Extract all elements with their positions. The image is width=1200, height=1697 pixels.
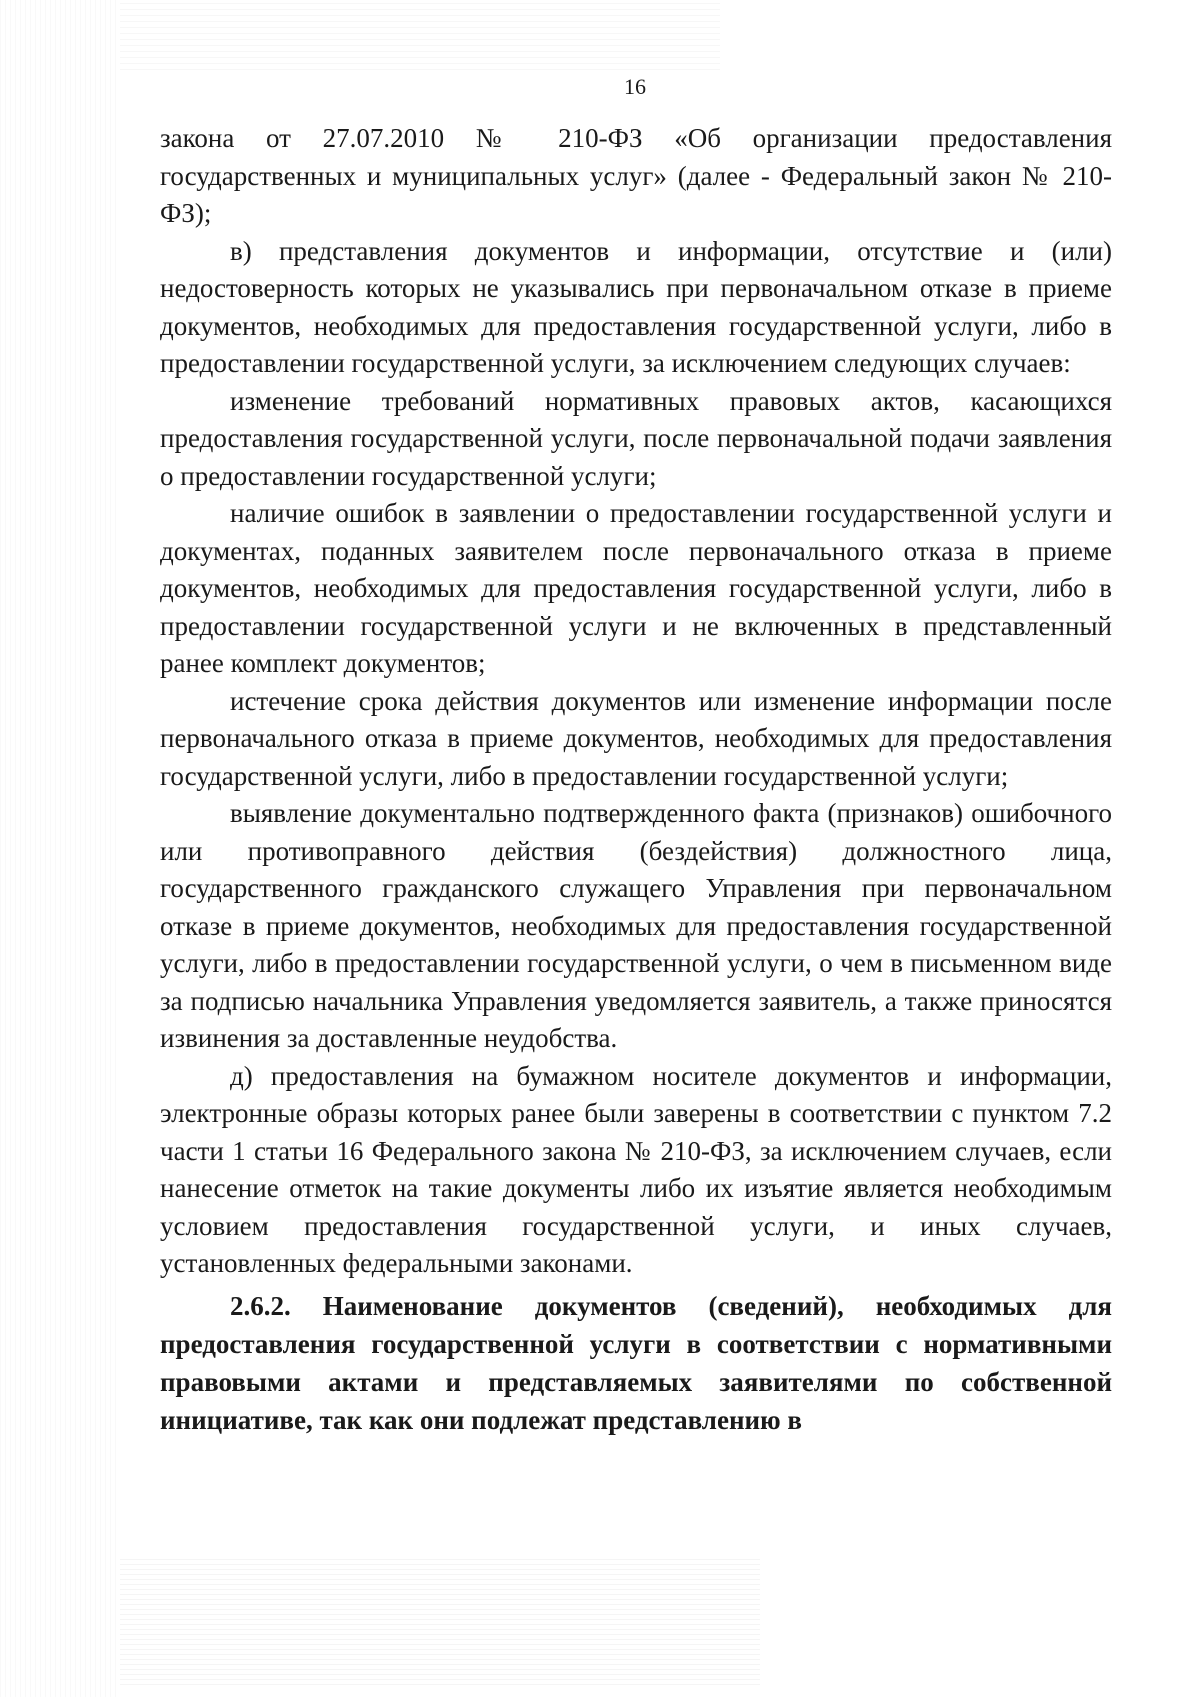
paragraph-official-error: выявление документально подтвержденного факта (признаков) ошибочного или противоправного действия (бездействия) должностного лица, государственного гражданского служащего Управления при первоначальном отказе в приеме документов, необходимых для предоставления государственной услуги, либо в предоставлении государственной услуги, о чем в письменном виде за подписью начальника Управления уведомляется заявитель, а также приносятся извинения за доставленные неудобства. — [160, 798, 1112, 1053]
paragraph-item-d: д) предоставления на бумажном носителе документов и информации, электронные образы которых ранее были заверены в соответствии с пунктом 7.2 части 1 статьи 16 Федерального закона № 210-ФЗ, за исключением случаев, если нанесение отметок на такие документы либо их изъятие является необходимым условием предоставления государственной услуги, и иных случаев, установленных федеральными законами. — [160, 1060, 1112, 1278]
paragraph-errors-in-application: наличие ошибок в заявлении о предоставлении государственной услуги и документах, поданных заявителем после первоначального отказа в приеме документов, необходимых для предоставления государственной услуги, либо в предоставлении государственной услуги и не включенных в представленный ранее комплект документов; — [160, 498, 1112, 678]
scan-noise-top — [120, 0, 720, 70]
scan-noise-left — [0, 0, 120, 1697]
page-number: 16 — [624, 74, 646, 99]
document-body — [160, 120, 1112, 1439]
paragraph-item-v: в) представления документов и информации, отсутствие и (или) недостоверность которых не указывались при первоначальном отказе в приеме документов, необходимых для предоставления государственной услуги, либо в предоставлении государственной услуги, за исключением следующих случаев: — [160, 235, 1112, 378]
section-heading-2-6-2: 2.6.2. Наименование документов (сведений), необходимых для предоставления государственной услуги в соответствии с нормативными правовыми актами и представляемых заявителями по собственной инициативе, так как они подлежат представлению в — [160, 1290, 1112, 1435]
paragraph-law-reference: закона от 27.07.2010 № 210-ФЗ «Об организации предоставления государственных и муниципальных услуг» (далее - Федеральный закон № 210-ФЗ); — [160, 123, 1112, 228]
paragraph-requirements-change: изменение требований нормативных правовых актов, касающихся предоставления государственной услуги, после первоначальной подачи заявления о предоставлении государственной услуги; — [160, 385, 1112, 491]
scan-noise-bottom — [120, 1555, 760, 1685]
paragraph-documents-expiry: истечение срока действия документов или изменение информации после первоначального отказа в приеме документов, необходимых для предоставления государственной услуги, либо в предоставлении государственной услуги; — [160, 685, 1112, 791]
